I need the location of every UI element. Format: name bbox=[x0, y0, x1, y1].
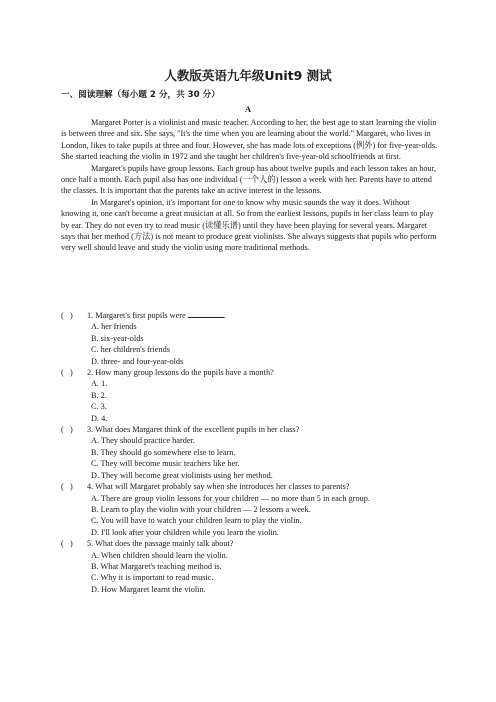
option-b[interactable]: B. What Margaret's teaching method is. bbox=[91, 561, 222, 571]
answer-paren[interactable]: ( ) bbox=[61, 368, 73, 378]
answer-blank[interactable] bbox=[188, 309, 224, 318]
option-c[interactable]: C. 3. bbox=[91, 402, 107, 412]
paragraph-3: In Margaret's opinion, it's important for one to know why music sounds the way it does. Without knowing it, one can't become a great musician at all. So from the earliest lessons, pupils in her class learn to play by ear. They do not even try to read music (读懂乐谱) until they have been playing for several years. Margaret says that her method (方法) is not meant to produce great violinists. She always suggests that pupils who perform very well should leave and study the violin using more traditional methods. bbox=[61, 197, 437, 253]
option-a[interactable]: A. There are group violin lessons for your children — no more than 5 in each group. bbox=[91, 493, 370, 503]
question-stem bbox=[61, 424, 439, 435]
question-text: 4. What will Margaret probably say when she introduces her classes to parents? bbox=[87, 482, 350, 492]
paragraph-2: Margaret's pupils have group lessons. Each group has about twelve pupils and each lesson takes an hour, once half a month. Each pupil also has one individual (一个人的) lesson a week with her. Parents have to attend the classes. It is important that the parents take an active interest in the lessons. bbox=[61, 163, 437, 196]
option-a[interactable]: A. her friends bbox=[91, 322, 137, 332]
question-text: 5. What does the passage mainly talk about? bbox=[87, 539, 234, 549]
option-b[interactable]: B. six-year-olds bbox=[91, 333, 144, 343]
option-a[interactable]: A. 1. bbox=[91, 379, 108, 389]
page-title: 人教版英语九年级Unit9 测试 bbox=[164, 68, 332, 83]
answer-paren[interactable]: ( ) bbox=[61, 539, 73, 549]
question-3 bbox=[61, 424, 439, 481]
answer-paren[interactable]: ( ) bbox=[61, 311, 73, 320]
question-5 bbox=[61, 538, 439, 595]
section-heading: 一、阅读理解（每小题 2 分，共 30 分） bbox=[61, 90, 220, 100]
reading-passage bbox=[61, 117, 439, 254]
option-a[interactable]: A. When children should learn the violin. bbox=[91, 550, 228, 560]
question-stem bbox=[61, 367, 439, 378]
option-d[interactable]: D. They will become great violinists using her method. bbox=[91, 470, 273, 480]
option-d[interactable]: D. How Margaret learnt the violin. bbox=[91, 584, 206, 594]
option-a[interactable]: A. They should practice harder. bbox=[91, 436, 195, 446]
option-d[interactable]: D. 4. bbox=[91, 413, 108, 423]
answer-paren[interactable]: ( ) bbox=[61, 425, 73, 435]
option-c[interactable]: C. They will become music teachers like her. bbox=[91, 459, 240, 469]
option-d[interactable]: D. I'll look after your children while you learn the violin. bbox=[91, 527, 279, 537]
option-b[interactable]: B. 2. bbox=[91, 390, 107, 400]
question-1 bbox=[61, 309, 439, 367]
option-b[interactable]: B. Learn to play the violin with your children — 2 lessons a week. bbox=[91, 504, 311, 514]
passage-letter: A bbox=[244, 104, 252, 114]
question-2 bbox=[61, 367, 439, 424]
option-d[interactable]: D. three- and four-year-olds bbox=[91, 356, 184, 366]
question-stem: ( ) 1. Margaret's first pupils were . bbox=[61, 311, 226, 320]
option-b[interactable]: B. They should go somewhere else to learn. bbox=[91, 447, 236, 457]
option-c[interactable]: C. You will have to watch your children learn to play the violin. bbox=[91, 516, 302, 526]
question-text: 1. Margaret's first pupils were bbox=[87, 311, 186, 320]
question-text: 2. How many group lessons do the pupils have a month? bbox=[87, 368, 274, 378]
question-stem bbox=[61, 538, 439, 549]
question-4 bbox=[61, 481, 439, 538]
question-stem bbox=[61, 481, 439, 492]
option-c[interactable]: C. Why it is important to read music. bbox=[91, 573, 214, 583]
question-text: 3. What does Margaret think of the excellent pupils in her class? bbox=[87, 425, 300, 435]
answer-paren[interactable]: ( ) bbox=[61, 482, 73, 492]
question-list bbox=[61, 309, 439, 595]
option-c[interactable]: C. her children's friends bbox=[91, 345, 170, 355]
paragraph-1: Margaret Porter is a violinist and music teacher. According to her, the best age to start learning the violin is between three and six. She says, "It's the time when you are learning about the world." Margaret, who lives in London, likes to take pupils at three and four. However, she has made lots of exceptions (例外) for five-year-olds. She started teaching the violin in 1972 and she taught her children's five-year-old schoolfriends at first. bbox=[61, 118, 438, 162]
